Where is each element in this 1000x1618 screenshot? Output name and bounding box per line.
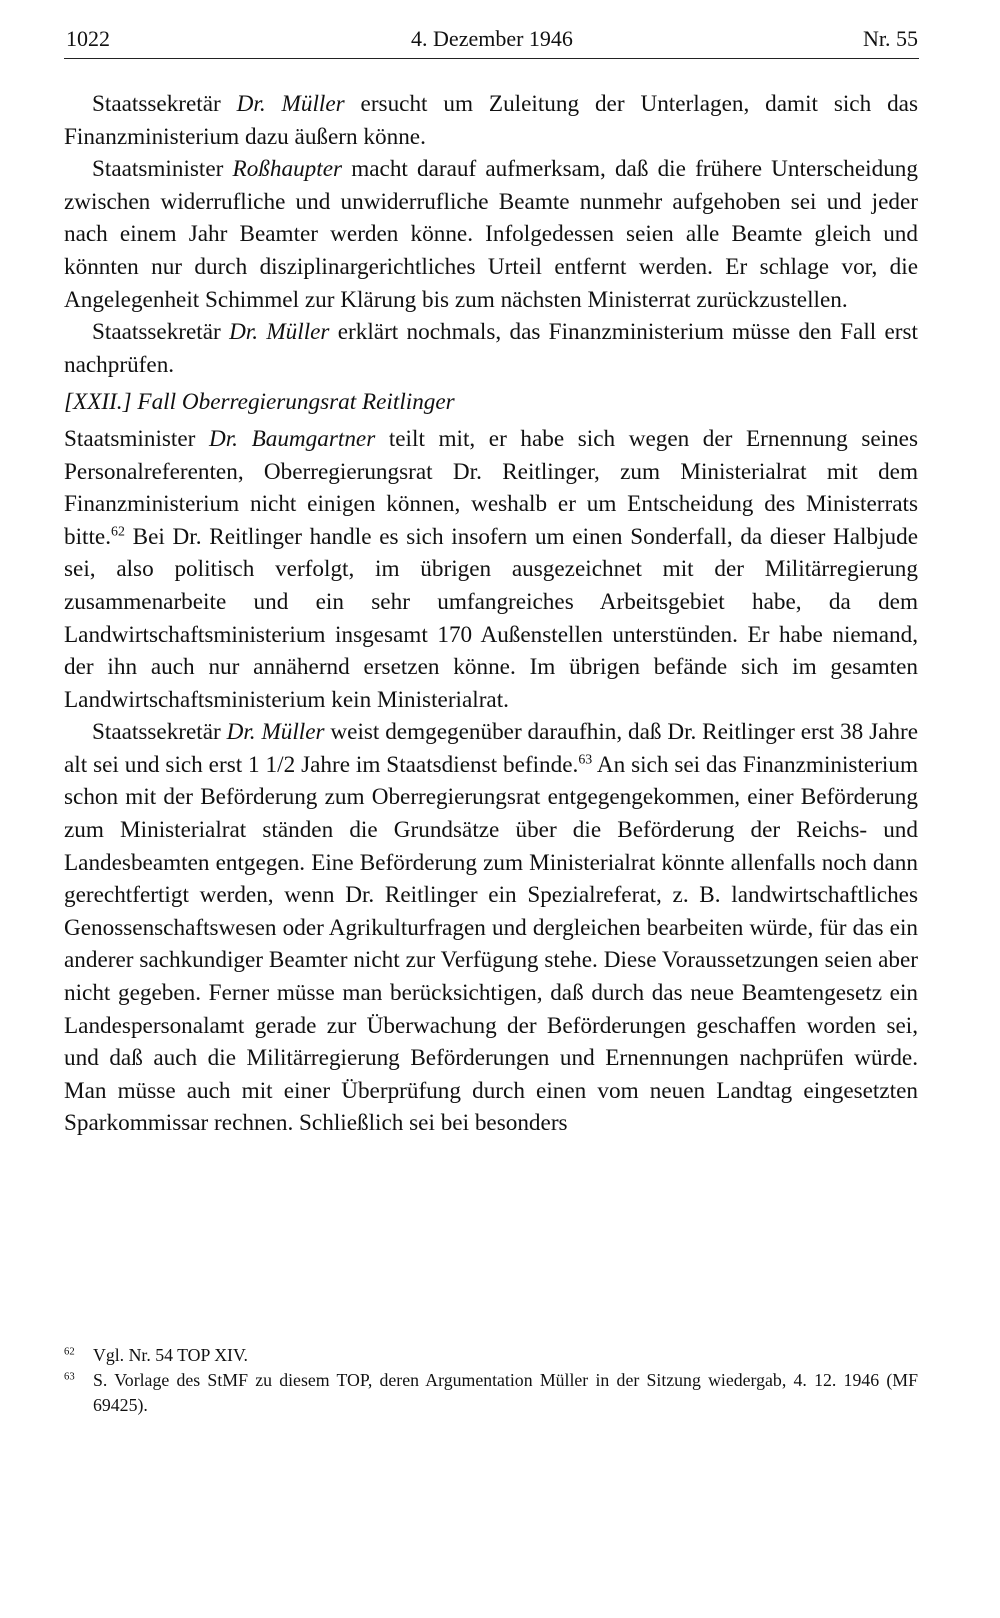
footnote	[64, 1368, 918, 1418]
footnote-mark: 63	[64, 1370, 75, 1383]
paragraph-text: Bei Dr. Reitlinger handle es sich insofern um einen Sonderfall, da dieser Halbjude sei, also politisch verfolgt, im übrigen ausgezeichnet mit der Militärregierung zusammenarbeite und ein sehr umfangreiches Arbeitsgebiet habe, da dem Landwirtschaftsministerium insgesamt 170 Außenstellen unterstünden. Er habe niemand, der ihn auch nur annähernd ersetzen könne. Im übrigen befände sich im gesamten Landwirtschaftsministerium kein Ministerialrat.	[64, 523, 918, 713]
paragraph	[64, 716, 918, 1140]
paragraph-text: An sich sei das Finanzministerium schon mit der Beförderung zum Oberregierungsrat entgegengekommen, einer Beförderung zum Ministerialrat ständen die Grundsätze über die Beförderung der Reichs- und Landesbeamten entgegen. Eine Beförderung zum Ministerialrat könnte allenfalls noch dann gerechtfertigt werden, wenn Dr. Reitlinger ein Spezialreferat, z. B. landwirtschaftliches Genossenschaftswesen oder Agrikulturfragen und dergleichen bearbeiten würde, für das ein anderer sachkundiger Beamter nicht zur Verfügung stehe. Diese Voraussetzungen seien aber nicht gegeben. Ferner müsse man berücksichtigen, daß durch das neue Beamtengesetz ein Landespersonalamt gerade zur Überwachung der Beförderungen geschaffen worden sei, und daß auch die Militärregierung Beförderungen und Ernennungen nachprüfen würde. Man müsse auch mit einer Überprüfung durch einen vom neuen Landtag eingesetzten Sparkommissar rechnen. Schließlich sei bei besonders	[64, 751, 918, 1137]
footnote-text: S. Vorlage des StMF zu diesem TOP, deren Argumentation Müller in der Sitzung wiedergab, 4. 12. 1946 (MF 69425).	[93, 1370, 918, 1415]
speaker-title: Staatssekretär	[92, 319, 230, 346]
speaker-name: Roßhaupter	[232, 156, 343, 183]
page-number: 1022	[66, 26, 110, 51]
paragraph-text: ersucht um Zuleitung der Unterlagen, damit sich das Finanzministerium dazu äußern könne.	[64, 91, 918, 150]
footnote-reference[interactable]: 63	[578, 752, 593, 768]
speaker-name: Dr. Müller	[229, 319, 330, 346]
paragraph-text: weist demgegenüber daraufhin, daß Dr. Reitlinger erst 38 Jahre alt sei und sich erst 1 1/2 Jahre im Staatsdienst befinde.	[64, 719, 918, 778]
paragraph-text: teilt mit, er habe sich wegen der Ernennung seines Personalreferenten, Oberregierungsrat Dr. Reitlinger, zum Ministerialrat mit dem Finanzministerium nicht einigen können, weshalb er um Entscheidung des Ministerrats bitte.	[64, 425, 918, 550]
section-heading: [XXII.] Fall Oberregierungsrat Reitlinger	[64, 389, 455, 416]
paragraph	[64, 423, 918, 716]
issue-number: Nr. 55	[863, 26, 918, 51]
running-header	[66, 22, 918, 56]
speaker-title: Staatssekretär	[92, 719, 227, 746]
paragraph-text: macht darauf aufmerksam, daß die frühere Unterscheidung zwischen widerrufliche und unwiderrufliche Beamte nunmehr aufgehoben sei und jeder nach einem Jahr Beamter werden könne. Infolgedessen seien alle Beamte gleich und könnten nur durch disziplinargerichtliches Urteil entfernt werden. Er schlage vor, die Angelegenheit Schimmel zur Klärung bis zum nächsten Ministerrat zurückzustellen.	[64, 156, 918, 313]
paragraph	[64, 88, 918, 153]
paragraph-text: erklärt nochmals, das Finanzministerium müsse den Fall erst nachprüfen.	[64, 319, 918, 378]
body-text	[64, 88, 918, 1140]
paragraph	[64, 153, 918, 316]
footnote	[64, 1343, 918, 1368]
speaker-name: Dr. Müller	[236, 91, 345, 117]
speaker-title: Staatsminister	[92, 156, 233, 183]
footnote-reference[interactable]: 62	[111, 524, 125, 540]
speaker-title: Staatsminister	[64, 425, 209, 452]
speaker-title: Staatssekretär	[92, 91, 237, 117]
paragraph	[64, 316, 918, 381]
speaker-name: Dr. Müller	[226, 719, 325, 746]
footnotes	[64, 1343, 918, 1418]
footnote-text: Vgl. Nr. 54 TOP XIV.	[93, 1345, 248, 1365]
header-date: 4. Dezember 1946	[411, 26, 573, 51]
footnote-mark: 62	[64, 1345, 75, 1358]
speaker-name: Dr. Baumgartner	[208, 425, 376, 452]
header-rule	[64, 58, 919, 59]
